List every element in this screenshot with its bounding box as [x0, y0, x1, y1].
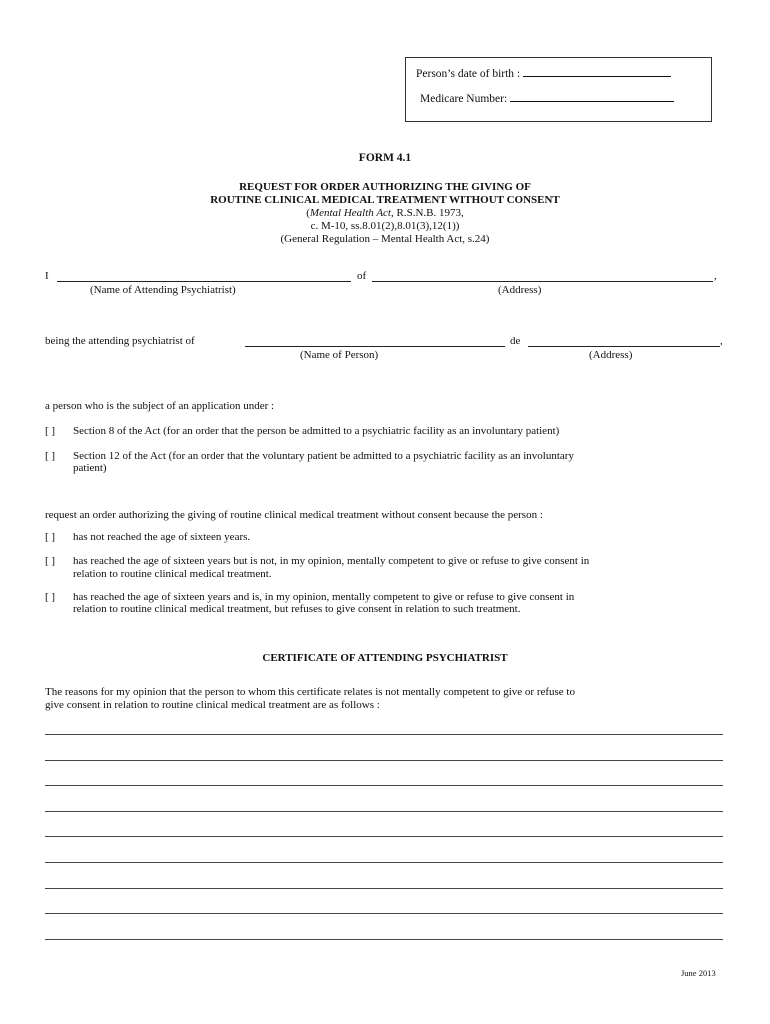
person-name-field[interactable] — [245, 335, 505, 347]
application-option-section8 — [45, 425, 559, 437]
person-name-caption: (Name of Person) — [300, 349, 379, 361]
medicare-label: Medicare Number: — [420, 93, 508, 105]
not-competent-text: has reached the age of sixteen years but is not, in my opinion, mentally competent to give or refuse to give consent in — [73, 555, 590, 567]
reason-blank-line[interactable] — [45, 939, 723, 940]
dob-label: Person’s date of birth : — [416, 68, 521, 80]
psychiatrist-name-field[interactable] — [57, 270, 351, 282]
act-citation: c. M-10, ss.8.01(2),8.01(3),12(1)) — [310, 220, 460, 232]
reason-blank-line[interactable] — [45, 862, 723, 863]
act-name: Mental Health Act — [309, 207, 391, 219]
person-prefix: being the attending psychiatrist of — [45, 335, 195, 347]
section8-text: Section 8 of the Act (for an order that the person be admitted to a psychiatric facility as an involuntary patient) — [73, 425, 560, 437]
under16-text: has not reached the age of sixteen years. — [73, 531, 251, 543]
person-address-caption: (Address) — [589, 349, 633, 361]
reason-blank-line[interactable] — [45, 734, 723, 735]
form-number: FORM 4.1 — [358, 152, 412, 164]
section12-text: Section 12 of the Act (for an order that the voluntary patient be admitted to a psychiatric facility as an involuntary — [73, 450, 574, 462]
form-title-line1: REQUEST FOR ORDER AUTHORIZING THE GIVING OF — [239, 181, 531, 193]
form-date: June 2013 — [681, 968, 716, 978]
person-trailing-comma: , — [720, 335, 723, 347]
de-word: de — [510, 335, 521, 347]
of-word: of — [357, 270, 367, 282]
application-intro: a person who is the subject of an application under : — [45, 400, 275, 412]
medicare-row — [420, 90, 674, 105]
refuses-text: has reached the age of sixteen years and is, in my opinion, mentally competent to give or refuse to give consent in — [73, 591, 575, 603]
medicare-field[interactable] — [510, 90, 674, 102]
psychiatrist-prefix: I — [45, 270, 49, 282]
act-rest: , R.S.N.B. 1973, — [390, 207, 464, 219]
reason-blank-line[interactable] — [45, 836, 723, 837]
reason-blank-line[interactable] — [45, 785, 723, 786]
dob-field[interactable] — [523, 65, 671, 77]
refuses-checkbox[interactable]: [ ] — [45, 591, 56, 603]
refuses-text-cont: relation to routine clinical medical treatment, but refuses to give consent in relation to such treatment. — [73, 603, 521, 615]
not-competent-checkbox[interactable]: [ ] — [45, 555, 56, 567]
act-reference — [0, 207, 770, 219]
reasons-line1: The reasons for my opinion that the person to whom this certificate relates is not mentally competent to give or refuse to — [45, 686, 575, 698]
act-open: ( — [306, 207, 310, 219]
psychiatrist-name-caption: (Name of Attending Psychiatrist) — [90, 284, 236, 296]
certificate-heading: CERTIFICATE OF ATTENDING PSYCHIATRIST — [262, 652, 508, 664]
application-option-section12 — [45, 450, 574, 462]
psychiatrist-trailing-comma: , — [714, 270, 717, 282]
under16-checkbox[interactable]: [ ] — [45, 531, 56, 543]
regulation-reference: (General Regulation – Mental Health Act, s.24) — [280, 233, 490, 245]
reason-blank-line[interactable] — [45, 811, 723, 812]
request-option-not-competent — [45, 555, 589, 567]
reason-blank-line[interactable] — [45, 913, 723, 914]
section8-checkbox[interactable]: [ ] — [45, 425, 56, 437]
request-option-under16 — [45, 531, 250, 543]
person-address-field[interactable] — [528, 335, 720, 347]
identification-box — [405, 57, 712, 122]
section12-text-cont: patient) — [73, 462, 107, 474]
not-competent-text-cont: relation to routine clinical medical treatment. — [73, 568, 272, 580]
reason-blank-line[interactable] — [45, 888, 723, 889]
section12-checkbox[interactable]: [ ] — [45, 450, 56, 462]
request-intro: request an order authorizing the giving of routine clinical medical treatment without consent because the person : — [45, 509, 543, 521]
reason-blank-line[interactable] — [45, 760, 723, 761]
form-title-line2: ROUTINE CLINICAL MEDICAL TREATMENT WITHOUT CONSENT — [210, 194, 560, 206]
psychiatrist-address-caption: (Address) — [498, 284, 542, 296]
request-option-refuses — [45, 591, 574, 603]
dob-row — [416, 65, 671, 80]
reasons-line2: give consent in relation to routine clinical medical treatment are as follows : — [45, 699, 380, 711]
psychiatrist-address-field[interactable] — [372, 270, 713, 282]
